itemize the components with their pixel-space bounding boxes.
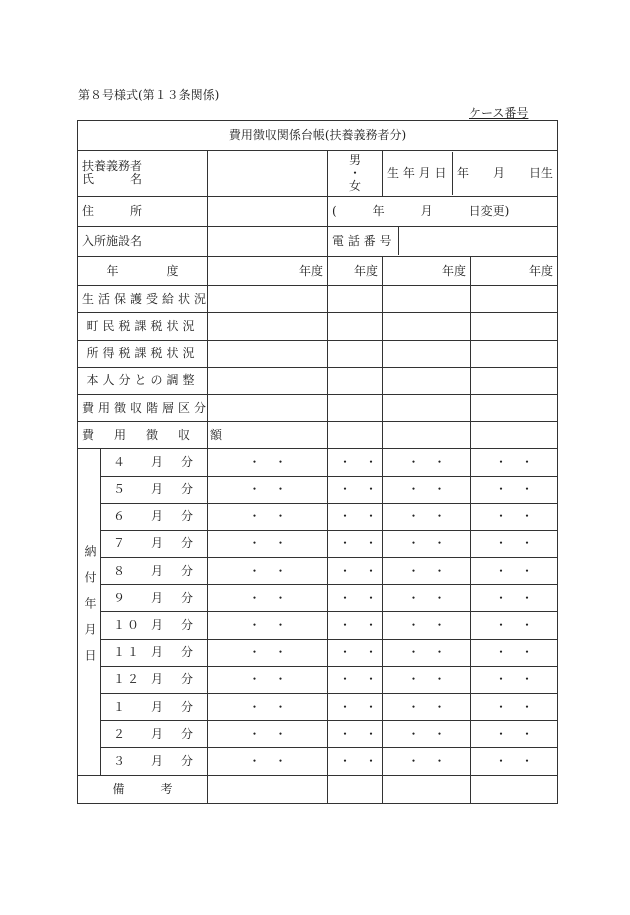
status-cell-municipal-tax-status-year-3[interactable] [383, 313, 471, 340]
month-label [101, 530, 208, 557]
date-separator-dot: ・ [364, 753, 377, 768]
date-separator-dot: ・ [520, 672, 533, 687]
status-cell-adjustment-year-4[interactable] [471, 367, 558, 394]
month-number: ５ [113, 482, 128, 497]
month-unit: 月 [150, 753, 163, 768]
status-label-fee-bracket: 費用徴収階層区分 [78, 394, 208, 421]
date-separator-dot: ・ [433, 590, 446, 605]
date-separator-dot: ・ [338, 482, 351, 497]
payment-date-label-cell [78, 449, 101, 775]
payment-date-field-year-2[interactable] [328, 612, 383, 639]
payment-date-field-year-2[interactable] [328, 558, 383, 585]
month-number: １２ [113, 672, 142, 687]
portion-unit: 分 [180, 672, 193, 687]
payment-date-field-year-4[interactable] [471, 503, 558, 530]
date-separator-dot: ・ [338, 536, 351, 551]
year-header-row [78, 256, 558, 285]
date-separator-dot: ・ [248, 645, 261, 660]
date-separator-dot: ・ [520, 726, 533, 741]
date-separator-dot: ・ [433, 509, 446, 524]
payment-date-field-year-2[interactable] [328, 530, 383, 557]
gender-label: 男 ・ 女 [348, 152, 361, 193]
payment-month-row [78, 503, 558, 530]
payment-date-field-year-2[interactable] [328, 639, 383, 666]
payment-date-field-year-4[interactable] [471, 476, 558, 503]
status-row-income-tax-status [78, 340, 558, 367]
date-separator-dot: ・ [274, 509, 287, 524]
date-separator-dot: ・ [364, 699, 377, 714]
payment-month-row [78, 476, 558, 503]
date-separator-dot: ・ [248, 753, 261, 768]
payment-date-field-year-2[interactable] [328, 449, 383, 476]
date-separator-dot: ・ [274, 536, 287, 551]
payment-month-row [78, 721, 558, 748]
payment-date-field-year-1[interactable] [208, 558, 328, 585]
month-number: ７ [113, 536, 128, 551]
status-cell-welfare-status-year-3[interactable] [383, 286, 471, 313]
payment-month-row [78, 666, 558, 693]
date-separator-dot: ・ [433, 726, 446, 741]
birth-label: 生 年 月 日 [383, 152, 453, 195]
month-unit: 月 [150, 645, 163, 660]
date-separator-dot: ・ [520, 699, 533, 714]
remarks-field-year-1[interactable] [208, 775, 328, 803]
payment-month-row [78, 639, 558, 666]
facility-row [78, 226, 558, 256]
address-field[interactable] [208, 196, 328, 226]
date-separator-dot: ・ [274, 482, 287, 497]
remarks-field-year-4[interactable] [471, 775, 558, 803]
payment-date-field-year-2[interactable] [328, 476, 383, 503]
date-separator-dot: ・ [494, 672, 507, 687]
date-separator-dot: ・ [248, 590, 261, 605]
date-separator-dot: ・ [494, 509, 507, 524]
payment-month-row [78, 530, 558, 557]
date-separator-dot: ・ [364, 590, 377, 605]
month-number: １ [113, 699, 128, 714]
case-number-label: ケース番号 [469, 106, 529, 120]
payment-date-field-year-4[interactable] [471, 666, 558, 693]
month-label [101, 585, 208, 612]
date-separator-dot: ・ [364, 645, 377, 660]
date-separator-dot: ・ [248, 563, 261, 578]
month-number: １１ [113, 645, 142, 660]
payment-date-field-year-1[interactable] [208, 612, 328, 639]
payment-date-field-year-1[interactable] [208, 449, 328, 476]
status-cell-municipal-tax-status-year-1[interactable] [208, 313, 328, 340]
date-separator-dot: ・ [274, 753, 287, 768]
address-row [78, 196, 558, 226]
payment-date-field-year-4[interactable] [471, 748, 558, 775]
year-header: 年 度 [78, 256, 208, 285]
address-change-field[interactable]: ( 年 月 日変更) [328, 196, 558, 226]
payment-date-field-year-2[interactable] [328, 666, 383, 693]
date-separator-dot: ・ [494, 645, 507, 660]
date-separator-dot: ・ [338, 509, 351, 524]
status-cell-fee-bracket-year-3[interactable] [383, 394, 471, 421]
date-separator-dot: ・ [407, 618, 420, 633]
date-separator-dot: ・ [494, 699, 507, 714]
birth-date-field[interactable]: 年 月 日生 [456, 165, 553, 180]
date-separator-dot: ・ [274, 454, 287, 469]
portion-unit: 分 [180, 645, 193, 660]
month-label [101, 612, 208, 639]
date-separator-dot: ・ [494, 482, 507, 497]
month-unit: 月 [150, 454, 163, 469]
month-unit: 月 [150, 536, 163, 551]
portion-unit: 分 [180, 699, 193, 714]
date-separator-dot: ・ [520, 753, 533, 768]
address-label: 住 所 [78, 196, 208, 226]
date-separator-dot: ・ [433, 563, 446, 578]
date-separator-dot: ・ [520, 482, 533, 497]
date-separator-dot: ・ [338, 753, 351, 768]
payment-date-field-year-4[interactable] [471, 585, 558, 612]
payment-date-field-year-1[interactable] [208, 666, 328, 693]
remarks-row [78, 775, 558, 803]
date-separator-dot: ・ [433, 482, 446, 497]
month-label [101, 721, 208, 748]
date-separator-dot: ・ [494, 726, 507, 741]
status-cell-welfare-status-year-1[interactable] [208, 286, 328, 313]
date-separator-dot: ・ [274, 645, 287, 660]
date-separator-dot: ・ [407, 672, 420, 687]
name-label: 扶養義務者 氏 名 [82, 159, 143, 187]
payment-date-field-year-2[interactable] [328, 748, 383, 775]
gender-cell[interactable] [328, 151, 383, 196]
date-separator-dot: ・ [338, 699, 351, 714]
facility-field[interactable] [208, 226, 328, 256]
phone-label: 電 話 番 号 [328, 227, 399, 255]
payment-date-field-year-1[interactable] [208, 585, 328, 612]
payment-date-field-year-3[interactable] [383, 449, 471, 476]
payment-date-field-year-1[interactable] [208, 721, 328, 748]
date-separator-dot: ・ [433, 645, 446, 660]
year-col-1[interactable]: 年度 [208, 256, 328, 285]
payment-month-row [78, 694, 558, 721]
status-row-adjustment [78, 367, 558, 394]
month-unit: 月 [150, 699, 163, 714]
date-separator-dot: ・ [494, 563, 507, 578]
status-cell-income-tax-status-year-2[interactable] [328, 340, 383, 367]
title-row [78, 121, 558, 151]
date-separator-dot: ・ [520, 509, 533, 524]
status-cell-welfare-status-year-2[interactable] [328, 286, 383, 313]
date-separator-dot: ・ [248, 672, 261, 687]
status-row-welfare-status [78, 286, 558, 313]
date-separator-dot: ・ [520, 563, 533, 578]
date-separator-dot: ・ [364, 672, 377, 687]
status-label-income-tax-status: 所得税課税状況 [78, 340, 208, 367]
portion-unit: 分 [180, 482, 193, 497]
remarks-field-year-3[interactable] [383, 775, 471, 803]
date-separator-dot: ・ [520, 536, 533, 551]
date-separator-dot: ・ [338, 563, 351, 578]
payment-date-field-year-3[interactable] [383, 503, 471, 530]
payment-date-field-year-2[interactable] [328, 503, 383, 530]
month-number: ２ [113, 726, 128, 741]
portion-unit: 分 [180, 454, 193, 469]
facility-label: 入所施設名 [78, 226, 208, 256]
date-separator-dot: ・ [407, 590, 420, 605]
date-separator-dot: ・ [520, 590, 533, 605]
month-label [101, 666, 208, 693]
date-separator-dot: ・ [248, 618, 261, 633]
payment-date-field-year-1[interactable] [208, 476, 328, 503]
date-separator-dot: ・ [494, 590, 507, 605]
status-cell-fee-amount-year-3[interactable] [383, 422, 471, 449]
payment-date-field-year-4[interactable] [471, 639, 558, 666]
name-field[interactable] [208, 151, 328, 196]
portion-unit: 分 [180, 563, 193, 578]
month-number: ４ [113, 454, 128, 469]
date-separator-dot: ・ [407, 753, 420, 768]
portion-unit: 分 [180, 536, 193, 551]
date-separator-dot: ・ [494, 454, 507, 469]
payment-date-field-year-1[interactable] [208, 694, 328, 721]
month-unit: 月 [150, 618, 163, 633]
status-cell-fee-bracket-year-2[interactable] [328, 394, 383, 421]
name-row [78, 151, 558, 196]
status-cell-fee-bracket-year-4[interactable] [471, 394, 558, 421]
month-unit: 月 [150, 482, 163, 497]
phone-field[interactable] [399, 227, 557, 255]
status-cell-income-tax-status-year-1[interactable] [208, 340, 328, 367]
date-separator-dot: ・ [433, 699, 446, 714]
fee-collection-ledger-table [77, 120, 558, 804]
payment-date-field-year-3[interactable] [383, 748, 471, 775]
phone-cell [328, 226, 558, 256]
status-cell-income-tax-status-year-3[interactable] [383, 340, 471, 367]
status-row-fee-bracket [78, 394, 558, 421]
date-separator-dot: ・ [338, 645, 351, 660]
date-separator-dot: ・ [248, 536, 261, 551]
payment-date-field-year-3[interactable] [383, 476, 471, 503]
payment-date-field-year-3[interactable] [383, 694, 471, 721]
payment-date-field-year-4[interactable] [471, 612, 558, 639]
payment-date-field-year-3[interactable] [383, 721, 471, 748]
date-separator-dot: ・ [364, 509, 377, 524]
month-unit: 月 [150, 563, 163, 578]
status-cell-fee-amount-year-4[interactable] [471, 422, 558, 449]
payment-date-field-year-3[interactable] [383, 530, 471, 557]
form-number: 第８号様式(第１３条関係) [78, 88, 220, 102]
date-separator-dot: ・ [248, 699, 261, 714]
date-separator-dot: ・ [407, 536, 420, 551]
date-separator-dot: ・ [433, 618, 446, 633]
payment-date-field-year-4[interactable] [471, 694, 558, 721]
portion-unit: 分 [180, 590, 193, 605]
date-separator-dot: ・ [364, 482, 377, 497]
date-separator-dot: ・ [433, 536, 446, 551]
status-row-municipal-tax-status [78, 313, 558, 340]
remarks-label: 備 考 [78, 775, 208, 803]
date-separator-dot: ・ [494, 618, 507, 633]
payment-date-field-year-1[interactable] [208, 748, 328, 775]
date-separator-dot: ・ [338, 454, 351, 469]
date-separator-dot: ・ [364, 618, 377, 633]
status-label-adjustment: 本人分との調整 [78, 367, 208, 394]
payment-date-field-year-3[interactable] [383, 558, 471, 585]
month-label [101, 503, 208, 530]
month-number: ９ [113, 590, 128, 605]
month-unit: 月 [150, 509, 163, 524]
date-separator-dot: ・ [407, 699, 420, 714]
date-separator-dot: ・ [364, 563, 377, 578]
date-separator-dot: ・ [494, 536, 507, 551]
status-cell-fee-amount-year-2[interactable] [328, 422, 383, 449]
payment-date-field-year-2[interactable] [328, 721, 383, 748]
status-cell-welfare-status-year-4[interactable] [471, 286, 558, 313]
date-separator-dot: ・ [433, 672, 446, 687]
payment-date-field-year-3[interactable] [383, 585, 471, 612]
date-separator-dot: ・ [407, 454, 420, 469]
date-separator-dot: ・ [338, 590, 351, 605]
date-separator-dot: ・ [338, 672, 351, 687]
form-title: 費用徴収関係台帳(扶養義務者分) [78, 121, 558, 151]
payment-date-field-year-3[interactable] [383, 666, 471, 693]
payment-month-row [78, 585, 558, 612]
status-label-welfare-status: 生活保護受給状況 [78, 286, 208, 313]
date-separator-dot: ・ [433, 753, 446, 768]
payment-date-label: 納付年月日 [83, 544, 97, 675]
payment-date-field-year-2[interactable] [328, 694, 383, 721]
status-cell-fee-bracket-year-1[interactable] [208, 394, 328, 421]
date-separator-dot: ・ [338, 726, 351, 741]
month-label [101, 558, 208, 585]
status-cell-adjustment-year-2[interactable] [328, 367, 383, 394]
payment-date-field-year-4[interactable] [471, 721, 558, 748]
year-col-4[interactable]: 年度 [471, 256, 558, 285]
payment-date-field-year-1[interactable] [208, 530, 328, 557]
date-separator-dot: ・ [274, 618, 287, 633]
month-label [101, 694, 208, 721]
date-separator-dot: ・ [520, 645, 533, 660]
month-unit: 月 [150, 672, 163, 687]
date-separator-dot: ・ [364, 726, 377, 741]
payment-date-field-year-4[interactable] [471, 558, 558, 585]
month-label [101, 476, 208, 503]
date-separator-dot: ・ [248, 482, 261, 497]
status-cell-income-tax-status-year-4[interactable] [471, 340, 558, 367]
payment-month-row [78, 612, 558, 639]
remarks-field-year-2[interactable] [328, 775, 383, 803]
date-separator-dot: ・ [433, 454, 446, 469]
payment-date-field-year-4[interactable] [471, 530, 558, 557]
date-separator-dot: ・ [407, 509, 420, 524]
status-row-fee-amount [78, 422, 558, 449]
date-separator-dot: ・ [248, 726, 261, 741]
year-col-3[interactable]: 年度 [383, 256, 471, 285]
portion-unit: 分 [180, 618, 193, 633]
month-unit: 月 [150, 726, 163, 741]
status-cell-adjustment-year-3[interactable] [383, 367, 471, 394]
month-label [101, 449, 208, 476]
status-cell-adjustment-year-1[interactable] [208, 367, 328, 394]
date-separator-dot: ・ [248, 509, 261, 524]
date-separator-dot: ・ [274, 590, 287, 605]
month-number: ８ [113, 563, 128, 578]
status-label-fee-amount: 費 用 徴 収 額 [78, 422, 208, 449]
payment-month-row [78, 558, 558, 585]
name-label-cell [78, 151, 208, 196]
status-cell-municipal-tax-status-year-4[interactable] [471, 313, 558, 340]
date-separator-dot: ・ [364, 536, 377, 551]
date-separator-dot: ・ [407, 726, 420, 741]
payment-date-field-year-4[interactable] [471, 449, 558, 476]
date-separator-dot: ・ [274, 672, 287, 687]
month-label [101, 748, 208, 775]
payment-date-field-year-1[interactable] [208, 639, 328, 666]
status-cell-municipal-tax-status-year-2[interactable] [328, 313, 383, 340]
payment-month-row [78, 449, 558, 476]
month-label [101, 639, 208, 666]
portion-unit: 分 [180, 726, 193, 741]
year-col-2[interactable]: 年度 [328, 256, 383, 285]
date-separator-dot: ・ [274, 699, 287, 714]
payment-date-field-year-3[interactable] [383, 612, 471, 639]
date-separator-dot: ・ [494, 753, 507, 768]
date-separator-dot: ・ [274, 726, 287, 741]
date-separator-dot: ・ [274, 563, 287, 578]
payment-date-field-year-1[interactable] [208, 503, 328, 530]
date-separator-dot: ・ [248, 454, 261, 469]
date-separator-dot: ・ [407, 645, 420, 660]
payment-date-field-year-3[interactable] [383, 639, 471, 666]
payment-date-field-year-2[interactable] [328, 585, 383, 612]
date-separator-dot: ・ [520, 454, 533, 469]
month-number: ６ [113, 509, 128, 524]
date-separator-dot: ・ [520, 618, 533, 633]
month-number: ３ [113, 753, 128, 768]
portion-unit: 分 [180, 509, 193, 524]
date-separator-dot: ・ [407, 563, 420, 578]
month-unit: 月 [150, 590, 163, 605]
status-label-municipal-tax-status: 町民税課税状況 [78, 313, 208, 340]
portion-unit: 分 [180, 753, 193, 768]
date-separator-dot: ・ [407, 482, 420, 497]
month-number: １０ [113, 618, 142, 633]
date-separator-dot: ・ [338, 618, 351, 633]
date-separator-dot: ・ [364, 454, 377, 469]
payment-month-row [78, 748, 558, 775]
birth-cell [383, 151, 558, 196]
